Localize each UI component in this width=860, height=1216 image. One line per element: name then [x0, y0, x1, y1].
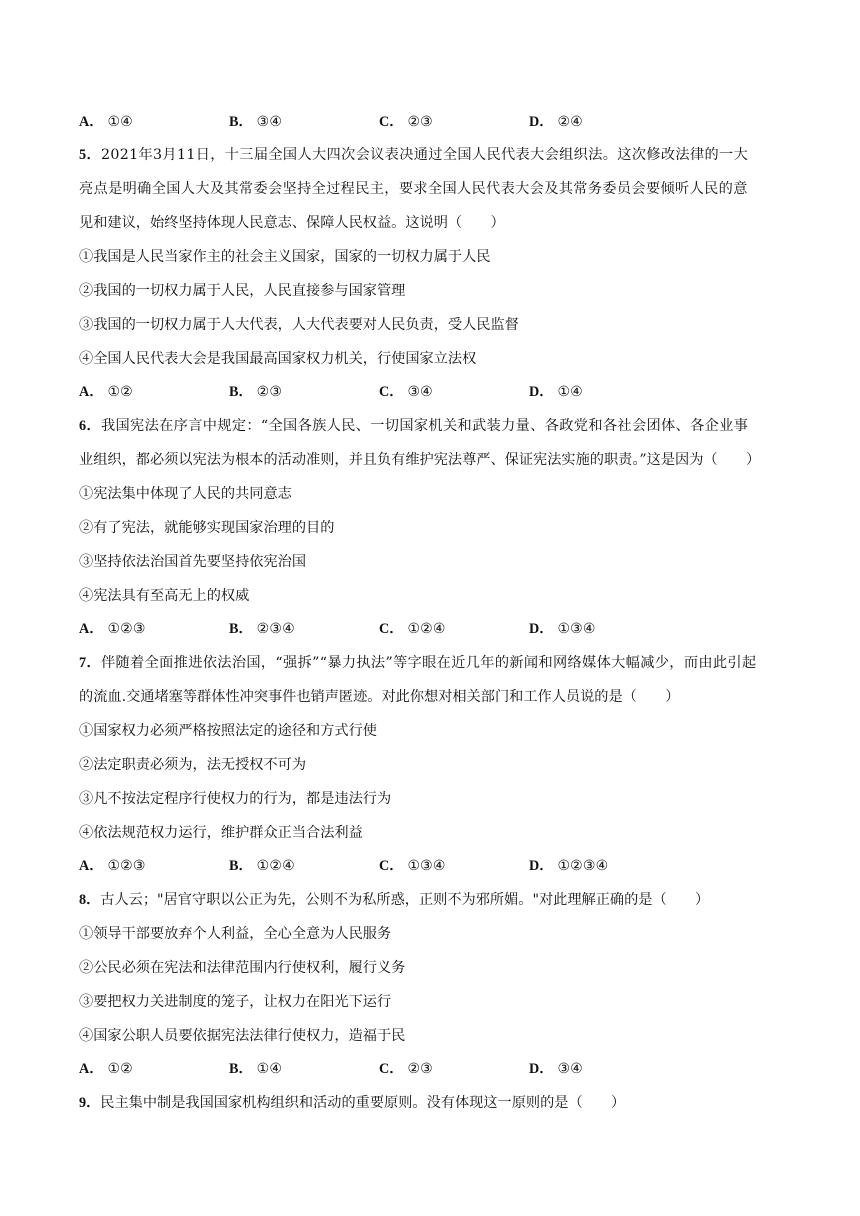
q4-option-d: D． ②④ — [529, 114, 583, 130]
q7-item-1: ①国家权力必须严格按照法定的途径和方式行使 — [79, 723, 377, 739]
q8-option-a: A． ①② — [79, 1061, 133, 1077]
q8-options — [79, 1059, 799, 1079]
q6-item-4: ④宪法具有至高无上的权威 — [79, 588, 250, 604]
q5-number: 5． — [79, 147, 101, 163]
q7-option-b: B． ①②④ — [229, 858, 295, 874]
q5-option-b: B． ②③ — [229, 384, 283, 400]
q7-item-4: ④依法规范权力运行，维护群众正当合法利益 — [79, 825, 363, 841]
q5-option-a: A． ①② — [79, 384, 133, 400]
q8-option-c: C． ②③ — [379, 1061, 433, 1077]
q9-number: 9． — [79, 1095, 101, 1111]
q6-option-c: C． ①②④ — [379, 621, 446, 637]
q6-number: 6． — [79, 418, 101, 434]
q7-stem-line-1: 7．伴随着全面推进依法治国，“强拆”“暴力执法”等字眼在近几年的新闻和网络媒体大幅减少，而由此引起 — [79, 655, 757, 671]
q7-option-d: D． ①②③④ — [529, 858, 609, 874]
q4-option-a: A． ①④ — [79, 114, 133, 130]
q7-number: 7． — [79, 655, 101, 671]
q7-option-c: C． ①③④ — [379, 858, 446, 874]
q7-item-3: ③凡不按法定程序行使权力的行为，都是违法行为 — [79, 791, 392, 807]
q8-item-2: ②公民必须在宪法和法律范围内行使权利，履行义务 — [79, 960, 406, 976]
q5-item-3: ③我国的一切权力属于人大代表，人大代表要对人民负责，受人民监督 — [79, 317, 519, 333]
q8-number: 8． — [79, 892, 101, 908]
q5-option-c: C． ③④ — [379, 384, 433, 400]
q6-option-a: A． ①②③ — [79, 621, 146, 637]
q8-option-d: D． ③④ — [529, 1061, 583, 1077]
q8-item-3: ③要把权力关进制度的笼子，让权力在阳光下运行 — [79, 994, 392, 1010]
q8-stem-line-1: 8．古人云；"居官守职以公正为先，公则不为私所惑，正则不为邪所媚。"对此理解正确的是（ ） — [79, 892, 710, 908]
q6-option-d: D． ①③④ — [529, 621, 596, 637]
q8-item-4: ④国家公职人员要依据宪法法律行使权力，造福于民 — [79, 1028, 406, 1044]
q7-option-a: A． ①②③ — [79, 858, 146, 874]
q8-option-b: B． ①④ — [229, 1061, 283, 1077]
q4-option-c: C． ②③ — [379, 114, 433, 130]
q6-item-2: ②有了宪法，就能够实现国家治理的目的 — [79, 520, 335, 536]
q5-item-4: ④全国人民代表大会是我国最高国家权力机关，行使国家立法权 — [79, 351, 477, 367]
q9-stem-line-1: 9．民主集中制是我国国家机构组织和活动的重要原则。没有体现这一原则的是（ ） — [79, 1095, 626, 1111]
q5-stem-line-2: 亮点是明确全国人大及其常委会坚持全过程民主，要求全国人民代表大会及其常务委员会要倾听人民的意 — [79, 181, 748, 197]
q5-stem-line-3: 见和建议，始终坚持体现人民意志、保障人民权益。这说明（ ） — [79, 215, 505, 231]
q5-stem-line-1: 5．2021年3月11日，十三届全国人大四次会议表决通过全国人民代表大会组织法。这次修改法律的一大 — [79, 147, 749, 163]
q6-stem-line-1: 6．我国宪法在序言中规定：“全国各族人民、一切国家机关和武装力量、各政党和各社会团体、各企业事 — [79, 418, 749, 434]
q5-option-d: D． ①④ — [529, 384, 583, 400]
q8-item-1: ①领导干部要放弃个人利益，全心全意为人民服务 — [79, 926, 392, 942]
q4-options — [79, 112, 799, 132]
q5-item-1: ①我国是人民当家作主的社会主义国家，国家的一切权力属于人民 — [79, 249, 491, 265]
q7-stem-line-2: 的流血.交通堵塞等群体性冲突事件也销声匿迹。对此你想对相关部门和工作人员说的是（ ） — [79, 689, 680, 705]
q6-stem-line-2: 业组织，都必须以宪法为根本的活动准则，并且负有维护宪法尊严、保证宪法实施的职责。”这是因为（ ） — [79, 452, 761, 468]
q6-item-3: ③坚持依法治国首先要坚持依宪治国 — [79, 554, 307, 570]
q7-options — [79, 856, 799, 876]
q5-item-2: ②我国的一切权力属于人民，人民直接参与国家管理 — [79, 283, 406, 299]
q5-options — [79, 382, 799, 402]
q7-item-2: ②法定职责必须为，法无授权不可为 — [79, 757, 307, 773]
q4-option-b: B． ③④ — [229, 114, 283, 130]
q6-options — [79, 619, 799, 639]
q6-item-1: ①宪法集中体现了人民的共同意志 — [79, 486, 292, 502]
q6-option-b: B． ②③④ — [229, 621, 295, 637]
